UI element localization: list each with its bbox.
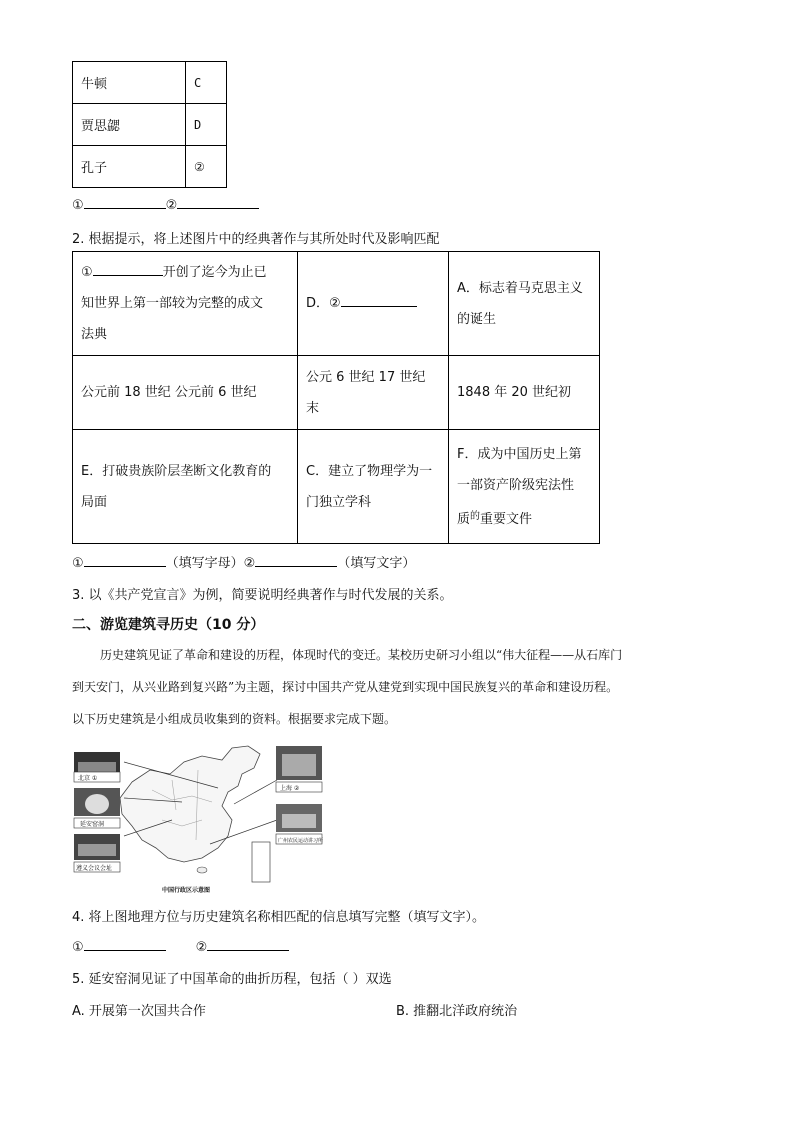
question-4: 4. 将上图地理方位与历史建筑名称相匹配的信息填写完整（填写文字）。 (72, 910, 486, 925)
table-cell: 牛顿 (73, 62, 186, 104)
cell-text: F．成为中国历史上第 (457, 446, 582, 462)
map-label: 延安窑洞 (80, 821, 105, 828)
table-row (73, 430, 600, 544)
option-a[interactable]: A. 开展第一次国共合作 (72, 1004, 206, 1019)
table-cell (298, 356, 449, 430)
table-cell (449, 430, 600, 544)
table-cell (298, 252, 449, 356)
south-sea-inset (252, 842, 270, 882)
table-cell (449, 252, 600, 356)
cell-text: 开创了迄今为止已 (162, 265, 267, 280)
answer-blank[interactable] (84, 554, 166, 567)
answer-blank[interactable] (255, 554, 337, 567)
classic-works-table (72, 251, 600, 544)
cell-text: 的诞生 (457, 311, 497, 327)
table-row (73, 252, 600, 356)
cell-text: 知世界上第一部较为完整的成文 (81, 296, 264, 311)
china-map-outline (120, 746, 260, 862)
china-map-figure (72, 740, 332, 898)
map-label: 北京 ① (78, 775, 98, 782)
blank-marker: ① (72, 940, 84, 955)
cell-text: 末 (306, 400, 320, 416)
intro-paragraph-line: 到天安门，从兴业路到复兴路”为主题，探讨中国共产党从建党到实现中国民族复兴的革命和建设历程。 (72, 680, 619, 694)
blank-marker: ② (165, 198, 178, 213)
cell-text: 一部资产阶级宪法性 (457, 477, 575, 493)
table-row (73, 146, 227, 188)
cell-text: A．标志着马克思主义 (457, 280, 583, 296)
table-row (73, 62, 227, 104)
answer-blank[interactable] (341, 294, 417, 307)
blank-marker: ① (72, 556, 84, 571)
q1-answer-line (72, 196, 259, 213)
cell-text: 公元 6 世纪 17 世纪 (306, 369, 426, 385)
table-cell: C (186, 62, 227, 104)
answer-blank[interactable] (177, 196, 259, 209)
cell-text: 的 (470, 510, 481, 522)
table-cell (73, 430, 298, 544)
cell-text: 局面 (81, 494, 108, 510)
table-cell (73, 252, 298, 356)
blank-marker: ① (81, 265, 93, 280)
cell-text: 门独立学科 (306, 494, 372, 510)
hint-text: （填写字母）② (165, 556, 256, 571)
map-label: 上海 ② (280, 785, 300, 792)
blank-marker: ① (72, 198, 84, 213)
question-2: 2. 根据提示，将上述图片中的经典著作与其所处时代及影响匹配 (72, 232, 440, 247)
question-5: 5. 延安窑洞见证了中国革命的曲折历程，包括（ ）双选 (72, 972, 392, 987)
answer-blank[interactable] (207, 938, 289, 951)
intro-paragraph-line: 历史建筑见证了革命和建设的历程，体现时代的变迁。某校历史研习小组以“伟大征程——从石库门 (100, 648, 623, 662)
cell-text: 质 (457, 511, 471, 527)
cell-text: 法典 (81, 327, 108, 342)
cell-text: E．打破贵族阶层垄断文化教育的 (81, 463, 272, 479)
table-cell: 公元前 18 世纪 公元前 6 世纪 (73, 356, 298, 430)
intro-paragraph-line: 以下历史建筑是小组成员收集到的资料。根据要求完成下题。 (72, 712, 397, 726)
map-label: 遵义会议会址 (76, 865, 113, 872)
table-cell: ② (186, 146, 227, 188)
cell-text: C．建立了物理学为一 (306, 463, 433, 479)
table-cell (298, 430, 449, 544)
table-cell: 贾思勰 (73, 104, 186, 146)
blank-marker: ② (195, 940, 208, 955)
table-row (73, 356, 600, 430)
q2-answer-line (72, 552, 415, 571)
section-title: 二、游览建筑寻历史（10 分） (72, 617, 265, 633)
hint-text: （填写文字） (337, 556, 416, 571)
figure-match-table (72, 61, 227, 188)
map-label: 广州农民运动讲习所 (278, 838, 324, 844)
map-caption: 中国行政区示意图 (162, 887, 211, 894)
table-cell: 1848 年 20 世纪初 (449, 356, 600, 430)
question-3: 3. 以《共产党宣言》为例，简要说明经典著作与时代发展的关系。 (72, 588, 453, 603)
table-row (73, 104, 227, 146)
answer-blank[interactable] (84, 938, 166, 951)
q4-answer-line (72, 938, 289, 955)
answer-blank[interactable] (93, 263, 163, 276)
cell-text: D．② (306, 296, 341, 311)
table-cell: 孔子 (73, 146, 186, 188)
option-b[interactable]: B. 推翻北洋政府统治 (396, 1004, 518, 1019)
table-cell: D (186, 104, 227, 146)
answer-blank[interactable] (84, 196, 166, 209)
cell-text: 重要文件 (480, 511, 533, 527)
